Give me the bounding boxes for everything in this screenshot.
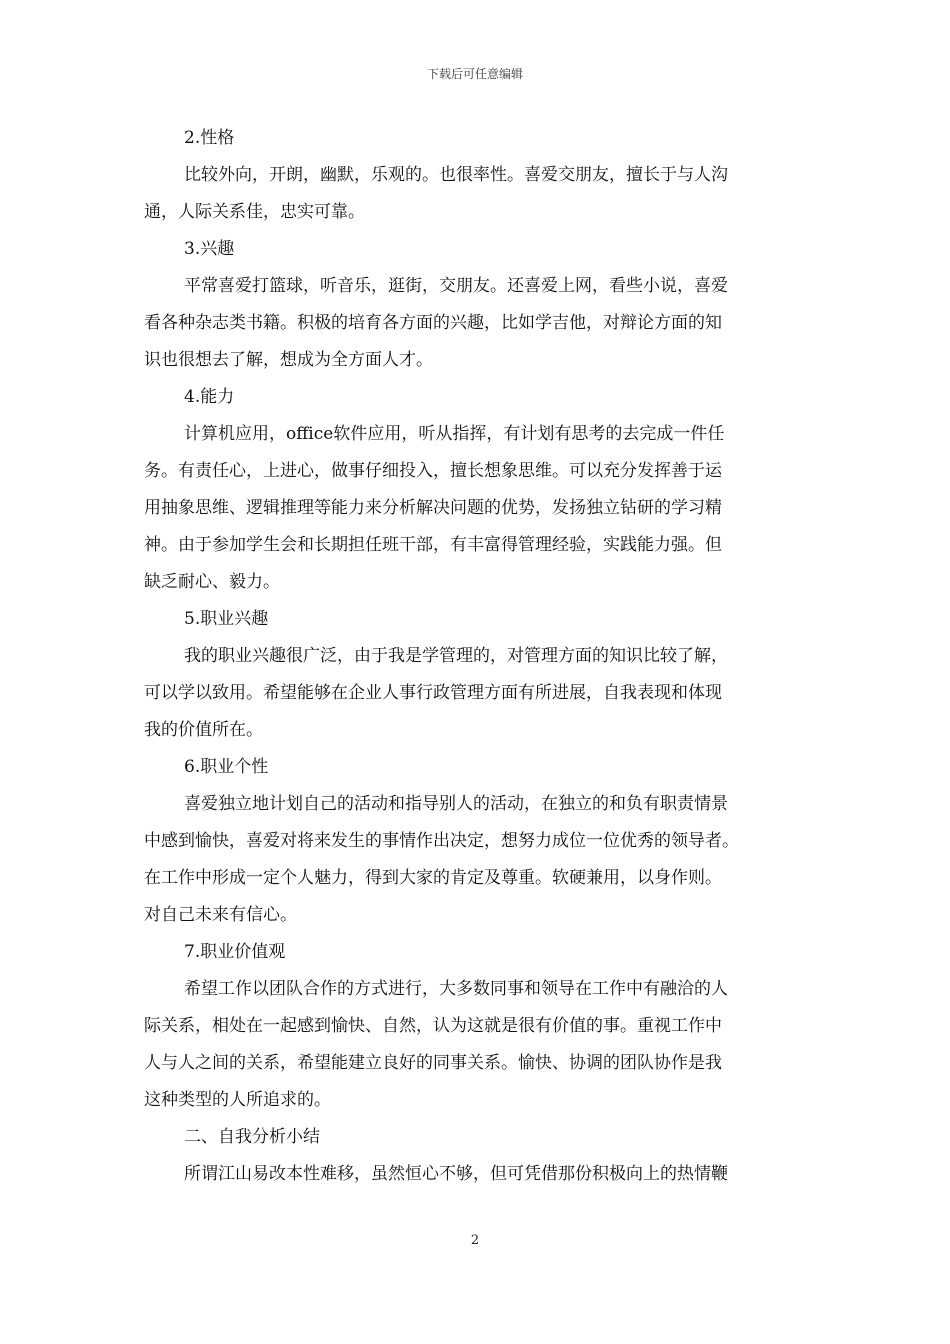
- paragraph-line: 平常喜爱打篮球，听音乐，逛街，交朋友。还喜爱上网，看些小说，喜爱: [184, 276, 728, 296]
- paragraph-line: 人与人之间的关系，希望能建立良好的同事关系。愉快、协调的团队协作是我: [144, 1053, 722, 1073]
- paragraph-line: 希望工作以团队合作的方式进行，大多数同事和领导在工作中有融洽的人: [184, 979, 728, 999]
- paragraph-line: 看各种杂志类书籍。积极的培育各方面的兴趣，比如学吉他，对辩论方面的知: [144, 313, 722, 333]
- paragraph-line: 所谓江山易改本性难移，虽然恒心不够，但可凭借那份积极向上的热情鞭: [184, 1164, 728, 1184]
- paragraph-line: 对自己未来有信心。: [144, 905, 297, 925]
- paragraph-line: 可以学以致用。希望能够在企业人事行政管理方面有所进展，自我表现和体现: [144, 683, 722, 703]
- section-heading-personality: 2.性格: [184, 128, 235, 148]
- section-heading-career-personality: 6.职业个性: [184, 757, 269, 777]
- section-heading-interests: 3.兴趣: [184, 239, 235, 259]
- paragraph-line: 在工作中形成一定个人魅力，得到大家的肯定及尊重。软硬兼用，以身作则。: [144, 868, 722, 888]
- section-heading-ability: 4.能力: [184, 387, 235, 407]
- paragraph-line: 我的价值所在。: [144, 720, 263, 740]
- paragraph-line: 计算机应用，office软件应用，听从指挥，有计划有思考的去完成一件任: [184, 424, 725, 444]
- section-heading-career-values: 7.职业价值观: [184, 942, 286, 962]
- paragraph-line: 务。有责任心，上进心，做事仔细投入，擅长想象思维。可以充分发挥善于运: [144, 461, 722, 481]
- paragraph-line: 这种类型的人所追求的。: [144, 1090, 331, 1110]
- paragraph-line: 喜爱独立地计划自己的活动和指导别人的活动，在独立的和负有职责情景: [184, 794, 728, 814]
- paragraph-line: 比较外向，开朗，幽默，乐观的。也很率性。喜爱交朋友，擅长于与人沟: [184, 165, 728, 185]
- paragraph-line: 我的职业兴趣很广泛，由于我是学管理的，对管理方面的知识比较了解，: [184, 646, 728, 666]
- paragraph-line: 用抽象思维、逻辑推理等能力来分析解决问题的优势，发扬独立钻研的学习精: [144, 498, 722, 518]
- paragraph-line: 中感到愉快，喜爱对将来发生的事情作出决定，想努力成位一位优秀的领导者。: [144, 831, 739, 851]
- paragraph-line: 通，人际关系佳，忠实可靠。: [144, 202, 365, 222]
- document-body: [144, 120, 810, 1193]
- page-header: 下载后可任意编辑: [426, 67, 523, 81]
- paragraph-line: 识也很想去了解，想成为全方面人才。: [144, 350, 433, 370]
- section-heading-career-interest: 5.职业兴趣: [184, 609, 269, 629]
- section-heading-self-analysis-summary: 二、自我分析小结: [184, 1127, 320, 1147]
- paragraph-line: 缺乏耐心、毅力。: [144, 572, 280, 592]
- paragraph-line: 神。由于参加学生会和长期担任班干部，有丰富得管理经验，实践能力强。但: [144, 535, 722, 555]
- page-number: 2: [470, 1233, 480, 1248]
- paragraph-line: 际关系，相处在一起感到愉快、自然，认为这就是很有价值的事。重视工作中: [144, 1016, 722, 1036]
